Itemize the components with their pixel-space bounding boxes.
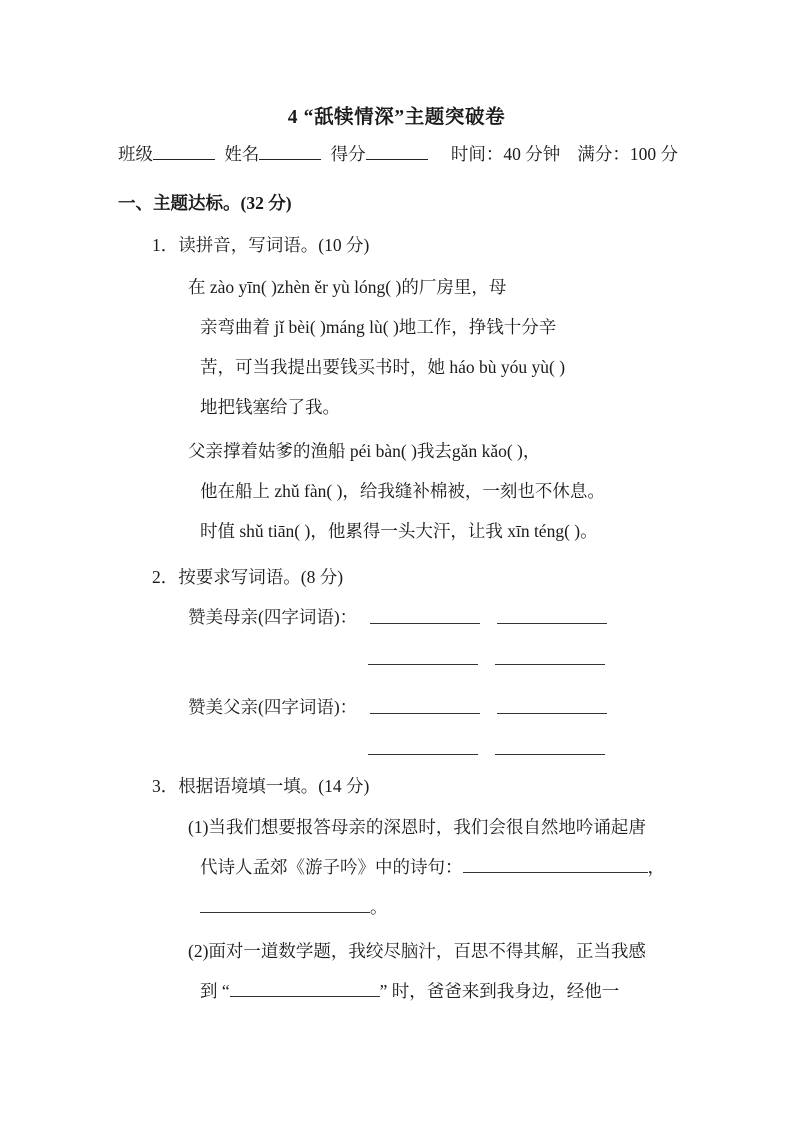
q3-item1-line2 <box>200 854 665 879</box>
q2-item1-blank-r1c1[interactable] <box>370 623 480 624</box>
q2-item2-blank-r1c1[interactable] <box>370 713 480 714</box>
q3-item1-marker: (1) <box>188 817 209 837</box>
question-1-prompt: 读拼音，写词语。(10 分) <box>178 235 370 255</box>
student-info-line <box>118 141 678 166</box>
q1-item2-line2: 他在船上 zhǔ fàn( )，给我缝补棉被，一刻也不休息。 <box>200 481 605 501</box>
class-label: 班级 <box>118 144 153 164</box>
q3-item2-text3: ” 时，爸爸来到我身边，经他一 <box>379 981 620 1001</box>
q1-item2-line1: 父亲撑着姑爹的渔船 péi bàn( )我去gǎn kǎo( )， <box>188 441 541 461</box>
question-3-number: 3． <box>152 776 179 796</box>
question-2-number: 2． <box>152 567 179 587</box>
question-3-heading <box>152 773 369 798</box>
q3-item2-text1: 面对一道数学题，我绞尽脑汁，百思不得其解，正当我感 <box>208 941 646 961</box>
q2-item2-label: 赞美父亲(四字词语)： <box>188 697 358 717</box>
question-1-number: 1． <box>152 235 179 255</box>
question-1-heading <box>152 232 369 257</box>
time-limit-text: 时间：40 分钟 <box>450 144 561 164</box>
question-2-heading <box>152 564 343 589</box>
q2-item1-blank-r2c2[interactable] <box>495 664 605 665</box>
q2-item2-blank-r2c2[interactable] <box>495 754 605 755</box>
class-input-blank[interactable] <box>153 142 215 160</box>
q3-item1-answer-blank-1[interactable] <box>463 856 648 873</box>
question-2-prompt: 按要求写词语。(8 分) <box>178 567 344 587</box>
score-label: 得分 <box>330 144 366 164</box>
q2-item1-blank-r1c2[interactable] <box>497 623 607 624</box>
name-field <box>224 141 321 166</box>
total-points-text: 满分：100 分 <box>577 144 678 164</box>
q3-item2-line2 <box>200 978 619 1003</box>
q2-item2-blank-r2c1[interactable] <box>368 754 478 755</box>
name-label: 姓名 <box>224 144 260 164</box>
q3-item1-line3 <box>200 894 388 919</box>
q1-item1-line1: 在 zào yīn( )zhèn ěr yù lóng( )的厂房里，母 <box>188 277 507 297</box>
question-3-prompt: 根据语境填一填。(14 分) <box>178 776 370 796</box>
q3-item1-punct-2: 。 <box>370 897 388 917</box>
q1-item1-line3: 苦，可当我提出要钱买书时，她 háo bù yóu yù( ) <box>200 357 566 377</box>
page-title: 4 “舐犊情深”主题突破卷 <box>287 107 506 128</box>
q1-item1-line2: 亲弯曲着 jǐ bèi( )máng lù( )地工作，挣钱十分辛 <box>200 317 557 337</box>
score-input-blank[interactable] <box>366 142 428 160</box>
q3-item2-marker: (2) <box>188 941 209 961</box>
q2-item1-label: 赞美母亲(四字词语)： <box>188 607 358 627</box>
q1-item2-line3: 时值 shǔ tiān( )，他累得一头大汗，让我 xīn téng( )。 <box>200 521 598 541</box>
q2-item2-blank-r1c2[interactable] <box>497 713 607 714</box>
q3-item1-answer-blank-2[interactable] <box>200 896 370 913</box>
q3-item2-answer-blank[interactable] <box>230 980 380 997</box>
q1-item1-line4: 地把钱塞给了我。 <box>200 397 340 417</box>
q3-item1-line1 <box>188 814 646 839</box>
name-input-blank[interactable] <box>259 142 321 160</box>
q3-item1-text2: 代诗人孟郊《游子吟》中的诗句： <box>200 857 463 877</box>
q2-item1-blank-r2c1[interactable] <box>368 664 478 665</box>
section-heading-1: 一、主题达标。(32 分) <box>118 193 292 213</box>
class-field <box>118 141 215 166</box>
q3-item1-text1: 当我们想要报答母亲的深恩时，我们会很自然地吟诵起唐 <box>208 817 646 837</box>
q3-item1-punct-1: ， <box>647 857 665 877</box>
score-field <box>331 141 428 166</box>
q3-item2-text2: 到 “ <box>200 981 230 1001</box>
q3-item2-line1 <box>188 938 646 963</box>
